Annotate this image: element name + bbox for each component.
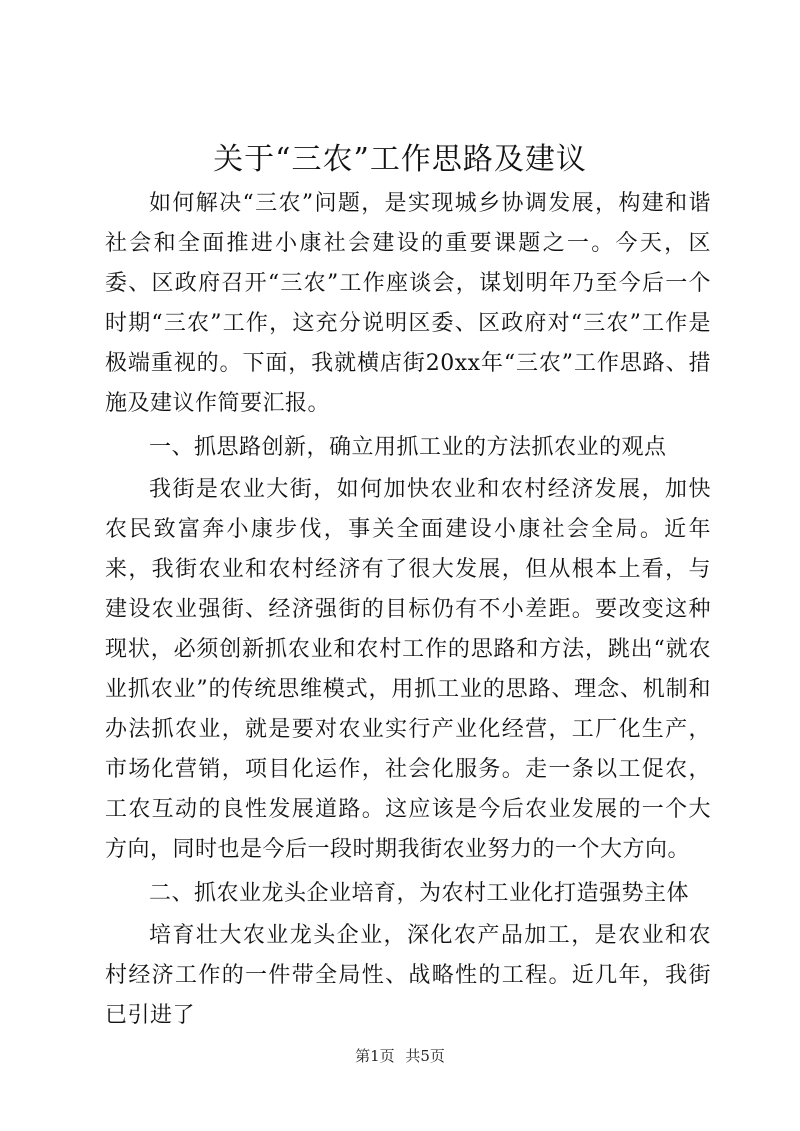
document-body bbox=[105, 184, 711, 1036]
document-title: 关于“三农”工作思路及建议 bbox=[213, 142, 587, 177]
paragraph-section-1: 我街是农业大街，如何加快农业和农村经济发展，加快农民致富奔小康步伐，事关全面建设小康社会全局。近年来，我街农业和农村经济有了很大发展，但从根本上看，与建设农业强街、经济强街的目标仍有不小差距。要改变这种现状，必须创新抓农业和农村工作的思路和方法，跳出“就农业抓农业”的传统思维模式，用抓工业的思路、理念、机制和办法抓农业，就是要对农业实行产业化经营，工厂化生产，市场化营销，项目化运作，社会化服务。走一条以工促农，工农互动的良性发展道路。这应该是今后农业发展的一个大方向，同时也是今后一段时期我街农业努力的一个大方向。 bbox=[105, 477, 711, 862]
page-number: 第1页 bbox=[355, 1047, 395, 1065]
paragraph-section-2: 培育壮大农业龙头企业，深化农产品加工，是农业和农村经济工作的一件带全局性、战略性的工程。近几年，我街已引进了 bbox=[105, 923, 711, 1028]
section-heading-2: 二、抓农业龙头企业培育，为农村工业化打造强势主体 bbox=[149, 881, 690, 906]
paragraph-intro: 如何解决“三农”问题，是实现城乡协调发展，构建和谐社会和全面推进小康社会建设的重要课题之一。今天，区委、区政府召开“三农”工作座谈会，谋划明年乃至今后一个时期“三农”工作，这充分说明区委、区政府对“三农”工作是极端重视的。下面，我就横店街20xx年“三农”工作思路、措施及建议作简要汇报。 bbox=[105, 191, 711, 416]
page-total: 共5页 bbox=[405, 1047, 445, 1065]
page-footer bbox=[0, 1046, 800, 1066]
section-heading-1: 一、抓思路创新，确立用抓工业的方法抓农业的观点 bbox=[149, 435, 667, 460]
